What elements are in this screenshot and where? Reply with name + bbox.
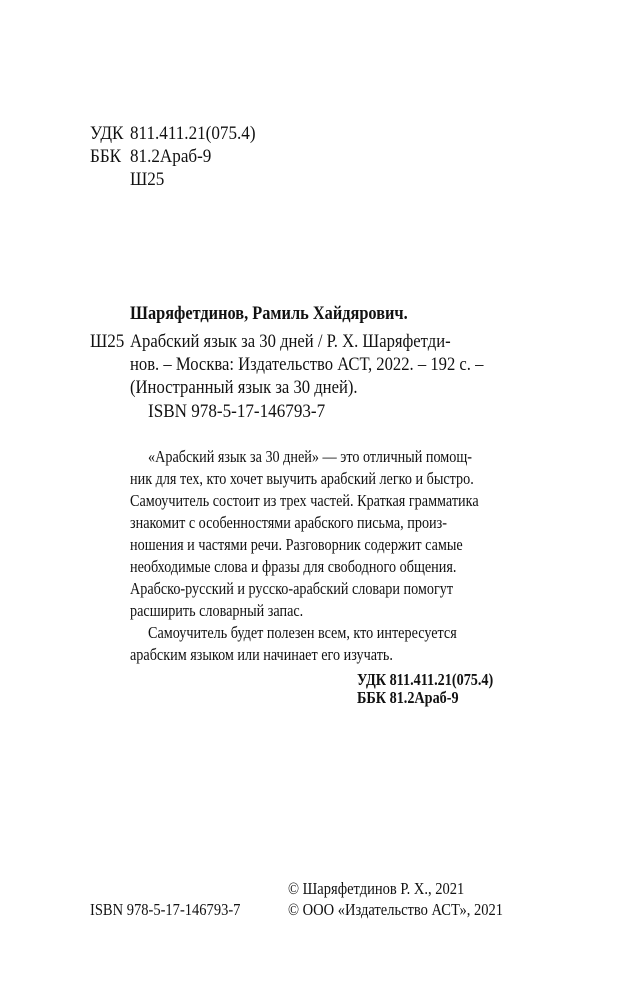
entry-isbn: ISBN 978-5-17-146793-7 [148, 401, 326, 422]
bbk-row-top [90, 146, 121, 168]
footer-isbn: ISBN 978-5-17-146793-7 [90, 900, 241, 919]
annotation-line-2: ник для тех, кто хочет выучить арабский легко и быстро. [130, 469, 474, 488]
annotation-line-1: «Арабский язык за 30 дней» — это отличный помощ- [148, 447, 473, 466]
annotation-line-8: расширить словарный запас. [130, 601, 304, 620]
annotation-line-7: Арабско-русский и русско-арабский словари помогут [130, 579, 454, 598]
entry-author-mark: Ш25 [90, 331, 125, 352]
entry-line-3: (Иностранный язык за 30 дней). [130, 377, 358, 398]
annotation-line-10: арабским языком или начинает его изучать. [130, 645, 393, 664]
author-mark-top: Ш25 [130, 169, 165, 190]
udk-value-top: 811.411.21(075.4) [130, 123, 256, 144]
copyright-publisher: © ООО «Издательство АСТ», 2021 [288, 900, 504, 919]
udk-row-top [90, 123, 123, 145]
bbk-value-top: 81.2Араб-9 [130, 146, 212, 167]
annotation-line-6: необходимые слова и фразы для свободного общения. [130, 557, 457, 576]
entry-line-2: нов. – Москва: Издательство АСТ, 2022. – 192 с. – [130, 354, 484, 375]
annotation-line-4: знакомит с особенностями арабского письма, произ- [130, 513, 447, 532]
entry-line-1: Арабский язык за 30 дней / Р. Х. Шаряфетди- [130, 331, 451, 352]
annotation-line-9: Самоучитель будет полезен всем, кто интересуется [148, 623, 457, 642]
udk-label: УДК [90, 123, 124, 144]
annotation-line-5: ношения и частями речи. Разговорник содержит самые [130, 535, 463, 554]
bbk-bottom: ББК 81.2Араб-9 [357, 688, 459, 707]
udk-bottom: УДК 811.411.21(075.4) [357, 670, 494, 689]
annotation-line-3: Самоучитель состоит из трех частей. Краткая грамматика [130, 491, 479, 510]
bbk-label: ББК [90, 146, 122, 167]
copyright-author: © Шаряфетдинов Р. Х., 2021 [288, 879, 465, 898]
entry-author: Шаряфетдинов, Рамиль Хайдярович. [130, 303, 408, 324]
